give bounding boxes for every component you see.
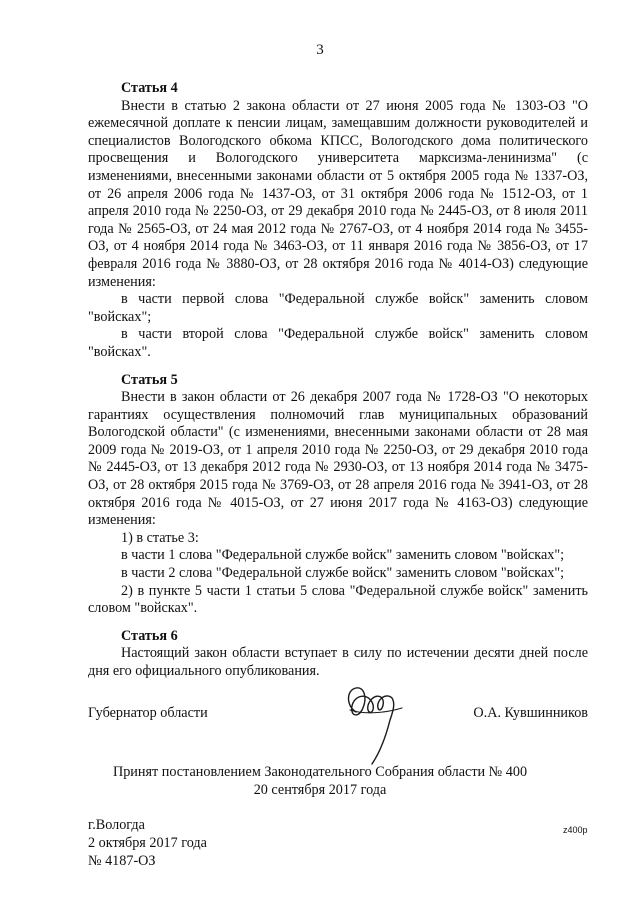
article-heading: Статья 5: [121, 371, 178, 388]
paragraph: Внести в статью 2 закона области от 27 июня 2005 года № 1303-ОЗ "О ежемесячной доплате к пенсии лицам, замещавшим должности руководителей и специалистов Вологодского обкома КПСС, Вологодского дома политического просвещения и Вологодского университета марксизма-ленинизма" (с изменениями, внесенными законами области от 5 октября 2005 года № 1337-ОЗ, от 26 апреля 2006 года № 1437-ОЗ, от 31 октября 2006 года № 1512-ОЗ, от 1 апреля 2010 года № 2250-ОЗ, от 29 декабря 2010 года № 2445-ОЗ, от 8 июля 2011 года № 2565-ОЗ, от 24 мая 2012 года № 2767-ОЗ, от 4 ноября 2014 года № 3455-ОЗ, от 4 ноября 2014 года № 3463-ОЗ, от 11 января 2016 года № 3856-ОЗ, от 17 февраля 2016 года № 3880-ОЗ, от 28 октября 2016 года № 4014-ОЗ) следующие изменения:: [88, 97, 588, 290]
signatory-title: Губернатор области: [88, 705, 208, 721]
paragraph: 1) в статье 3:: [121, 529, 199, 546]
page-number: 3: [316, 42, 324, 58]
paragraph: Внести в закон области от 26 декабря 2007 года № 1728-ОЗ "О некоторых гарантиях осуществления полномочий глав муниципальных образований Вологодской области" (с изменениями, внесенными законами области от 28 мая 2009 года № 2019-ОЗ, от 1 апреля 2010 года № 2250-ОЗ, от 29 декабря 2010 года № 2445-ОЗ, от 13 декабря 2012 года № 2930-ОЗ, от 13 ноября 2014 года № 3475-ОЗ, от 28 октября 2015 года № 3769-ОЗ, от 28 апреля 2016 года № 3941-ОЗ, от 28 октября 2016 года № 4015-ОЗ, от 27 июня 2017 года № 4163-ОЗ) следующие изменения:: [88, 389, 588, 529]
paragraph: в части 2 слова "Федеральной службе войск" заменить словом "войсках";: [121, 565, 565, 582]
document-body: [88, 80, 588, 681]
adoption-note: [0, 763, 640, 799]
paragraph: в части второй слова "Федеральной службе войск" заменить словом "войсках".: [88, 326, 588, 360]
paragraph: в части 1 слова "Федеральной службе войск" заменить словом "войсках";: [121, 547, 565, 564]
article-heading: Статья 6: [121, 627, 178, 644]
article-heading: Статья 4: [121, 80, 178, 96]
article-6: [88, 628, 588, 681]
paragraph: в части первой слова "Федеральной службе войск" заменить словом "войсках";: [88, 291, 588, 325]
article-5: [88, 372, 588, 618]
adoption-date: 20 сентября 2017 года: [253, 782, 387, 798]
paragraph: Настоящий закон области вступает в силу по истечении десяти дней после дня его официального опубликования.: [88, 645, 588, 679]
adoption-line: Принят постановлением Законодательного Собрания области № 400: [112, 764, 528, 780]
footer-city: г.Вологда: [88, 817, 145, 833]
paragraph: 2) в пункте 5 части 1 статьи 5 слова "Федеральной службе войск" заменить словом "войсках".: [88, 582, 588, 617]
document-code: z400p: [563, 825, 588, 835]
signatory-name: О.А. Кувшинников: [473, 705, 588, 721]
article-4: [88, 80, 588, 362]
document-footer: [88, 816, 207, 870]
signature-row: [88, 705, 588, 729]
footer-date: 2 октября 2017 года: [88, 835, 207, 851]
footer-number: № 4187-ОЗ: [88, 853, 156, 869]
handwritten-signature: [342, 680, 406, 768]
